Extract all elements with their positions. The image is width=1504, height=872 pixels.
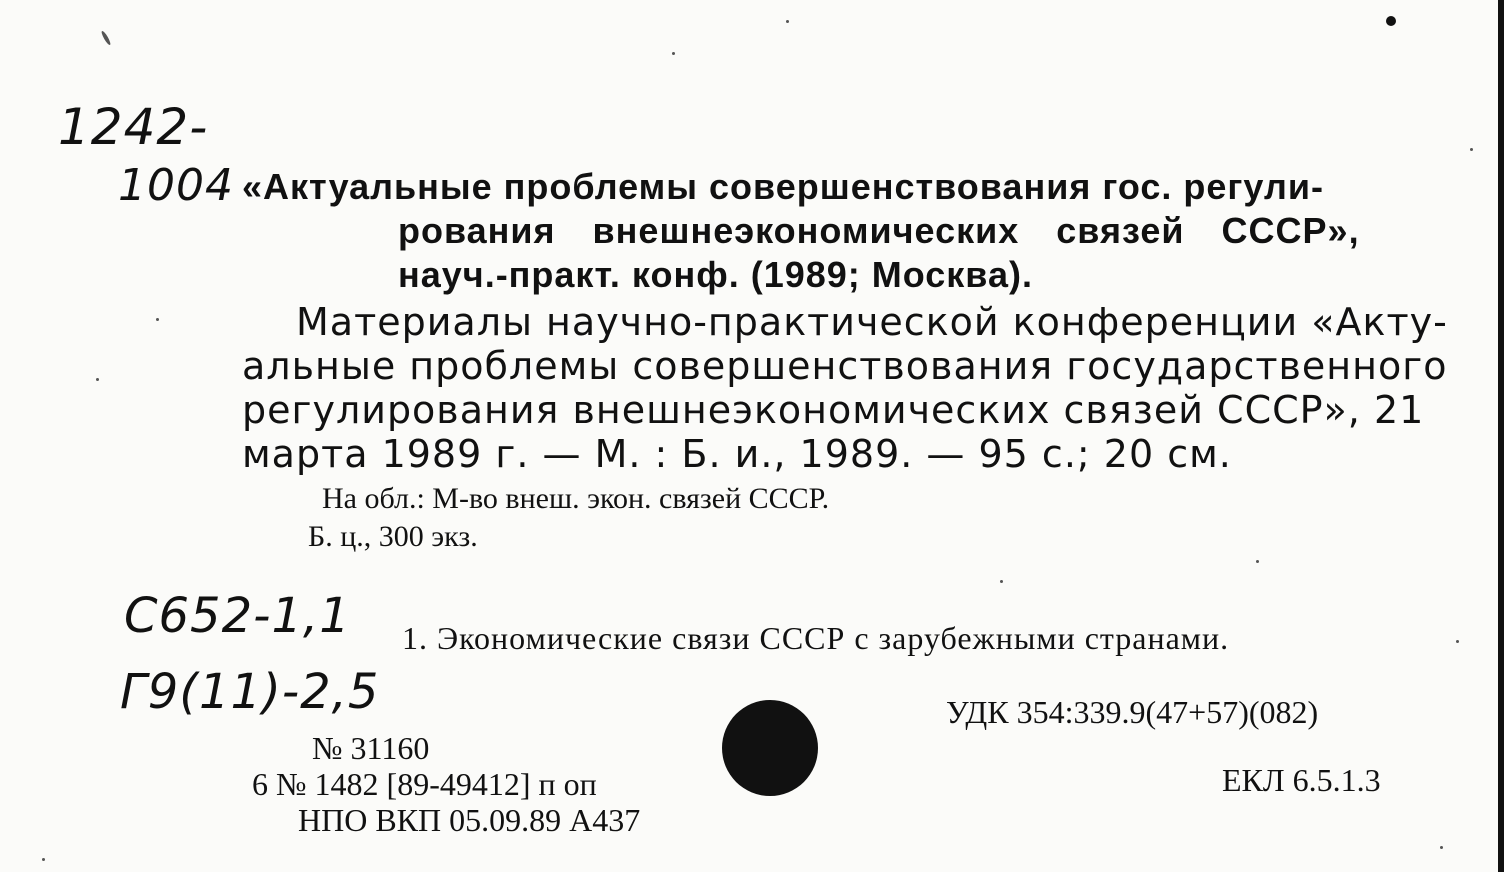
scan-speck	[1000, 580, 1003, 583]
ekl-index: ЕКЛ 6.5.1.3	[1222, 762, 1381, 798]
heading-line-3: науч.-практ. конф. (1989; Москва).	[398, 254, 1033, 295]
udk-index: УДК 354:339.9(47+57)(082)	[946, 694, 1319, 730]
footer-line-3: НПО ВКП 05.09.89 А437	[298, 802, 641, 838]
body-line-4: марта 1989 г. — М. : Б. и., 1989. — 95 с.; 20 см.	[242, 432, 1232, 476]
scan-speck	[42, 858, 45, 861]
handwritten-class-code-2: Г9(11)-2,5	[120, 664, 380, 720]
scan-speck	[1456, 640, 1459, 643]
footer-line-2: 6 № 1482 [89-49412] п оп	[252, 766, 597, 802]
subject-heading: 1. Экономические связи СССР с зарубежными странами.	[402, 620, 1230, 656]
body-line-1: Материалы научно-практической конференции «Акту-	[296, 300, 1448, 344]
scan-speck	[1256, 560, 1259, 563]
scan-speck	[1440, 846, 1443, 849]
scan-speck	[672, 52, 675, 55]
handwritten-class-code-1: С652-1,1	[124, 588, 351, 644]
handwritten-code-top-1: 1242-	[58, 98, 209, 156]
scan-speck	[1386, 16, 1396, 26]
heading-line-2: рования внешнеэкономических связей СССР»,	[398, 210, 1360, 251]
notes-line-1: На обл.: М-во внеш. экон. связей СССР.	[322, 482, 830, 515]
punch-hole	[722, 700, 818, 796]
heading-line-1: «Актуальные проблемы совершенствования гос. регули-	[242, 166, 1324, 207]
scan-speck	[156, 318, 159, 321]
scan-speck	[96, 378, 99, 381]
body-line-3: регулирования внешнеэкономических связей СССР», 21	[242, 388, 1425, 432]
footer-line-1: № 31160	[312, 730, 430, 766]
scan-speck	[1470, 148, 1473, 151]
scan-speck	[786, 20, 789, 23]
scan-speck	[100, 30, 111, 46]
handwritten-code-top-2: 1004	[118, 160, 234, 211]
body-line-2: альные проблемы совершенствования государственного	[242, 344, 1448, 388]
notes-line-2: Б. ц., 300 экз.	[308, 520, 478, 553]
